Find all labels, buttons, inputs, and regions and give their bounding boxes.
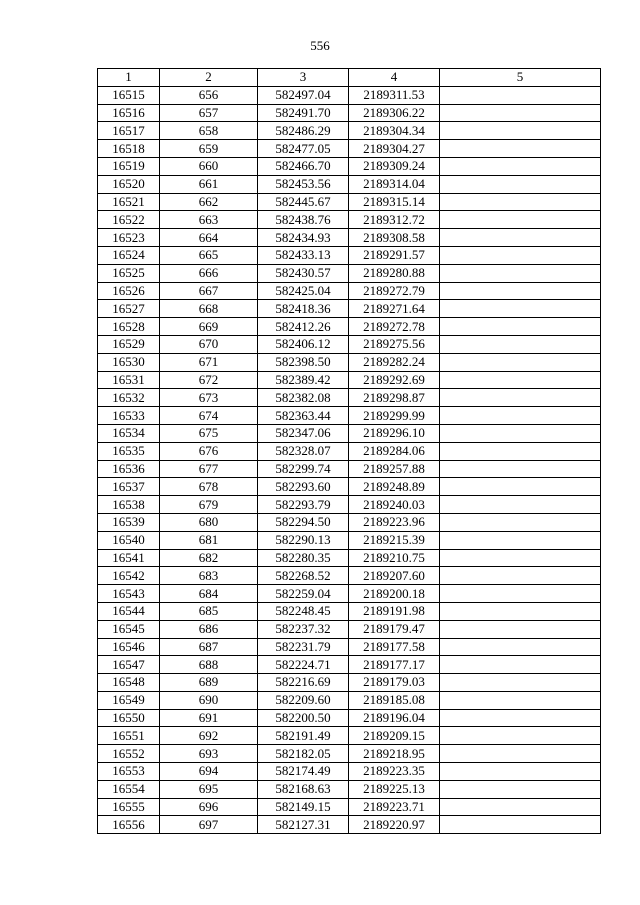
column-header-5: 5 <box>440 69 601 87</box>
table-cell-col-4: 2189272.79 <box>349 282 440 300</box>
table-cell-col-4: 2189296.10 <box>349 424 440 442</box>
table-row <box>98 460 601 478</box>
table-cell-col-1: 16532 <box>98 389 160 407</box>
table-cell-col-2: 691 <box>160 709 258 727</box>
table-cell-col-3: 582237.32 <box>258 620 349 638</box>
table-cell-col-2: 674 <box>160 407 258 425</box>
table-cell-col-5 <box>440 780 601 798</box>
table-cell-col-3: 582347.06 <box>258 424 349 442</box>
table-cell-col-1: 16520 <box>98 175 160 193</box>
table-cell-col-2: 687 <box>160 638 258 656</box>
table-row <box>98 104 601 122</box>
table-cell-col-5 <box>440 371 601 389</box>
table-cell-col-5 <box>440 193 601 211</box>
table-cell-col-2: 678 <box>160 478 258 496</box>
table-cell-col-4: 2189196.04 <box>349 709 440 727</box>
table-row <box>98 229 601 247</box>
table-cell-col-5 <box>440 229 601 247</box>
table-row <box>98 318 601 336</box>
table-cell-col-4: 2189271.64 <box>349 300 440 318</box>
column-header-1: 1 <box>98 69 160 87</box>
table-cell-col-3: 582191.49 <box>258 727 349 745</box>
table-cell-col-3: 582453.56 <box>258 175 349 193</box>
table-cell-col-1: 16541 <box>98 549 160 567</box>
table-cell-col-5 <box>440 157 601 175</box>
table-cell-col-2: 675 <box>160 424 258 442</box>
table-cell-col-4: 2189312.72 <box>349 211 440 229</box>
table-cell-col-4: 2189315.14 <box>349 193 440 211</box>
table-row <box>98 656 601 674</box>
column-header-2: 2 <box>160 69 258 87</box>
table-cell-col-3: 582328.07 <box>258 442 349 460</box>
table-cell-col-2: 673 <box>160 389 258 407</box>
table-row <box>98 816 601 834</box>
table-cell-col-2: 696 <box>160 798 258 816</box>
table-cell-col-1: 16540 <box>98 531 160 549</box>
table-cell-col-2: 681 <box>160 531 258 549</box>
table-cell-col-3: 582491.70 <box>258 104 349 122</box>
table-cell-col-1: 16552 <box>98 745 160 763</box>
table-cell-col-2: 669 <box>160 318 258 336</box>
table-row <box>98 691 601 709</box>
table-cell-col-1: 16545 <box>98 620 160 638</box>
table-cell-col-5 <box>440 745 601 763</box>
table-cell-col-4: 2189291.57 <box>349 246 440 264</box>
table-cell-col-5 <box>440 335 601 353</box>
table-row <box>98 780 601 798</box>
table-cell-col-2: 689 <box>160 674 258 692</box>
table-cell-col-5 <box>440 478 601 496</box>
table-cell-col-5 <box>440 531 601 549</box>
table-row <box>98 478 601 496</box>
table-cell-col-4: 2189292.69 <box>349 371 440 389</box>
table-cell-col-5 <box>440 549 601 567</box>
table-cell-col-4: 2189215.39 <box>349 531 440 549</box>
table-row <box>98 442 601 460</box>
table-cell-col-3: 582486.29 <box>258 122 349 140</box>
table-cell-col-3: 582389.42 <box>258 371 349 389</box>
table-cell-col-5 <box>440 86 601 104</box>
table-row <box>98 157 601 175</box>
table-row <box>98 424 601 442</box>
table-cell-col-3: 582445.67 <box>258 193 349 211</box>
table-cell-col-1: 16528 <box>98 318 160 336</box>
table-cell-col-3: 582216.69 <box>258 674 349 692</box>
table-cell-col-3: 582433.13 <box>258 246 349 264</box>
table-cell-col-5 <box>440 496 601 514</box>
table-cell-col-1: 16521 <box>98 193 160 211</box>
table-cell-col-4: 2189284.06 <box>349 442 440 460</box>
table-cell-col-4: 2189220.97 <box>349 816 440 834</box>
table-cell-col-1: 16542 <box>98 567 160 585</box>
table-cell-col-2: 662 <box>160 193 258 211</box>
table-cell-col-2: 694 <box>160 763 258 781</box>
table-cell-col-5 <box>440 691 601 709</box>
table-cell-col-3: 582398.50 <box>258 353 349 371</box>
table-cell-col-5 <box>440 727 601 745</box>
table-cell-col-5 <box>440 602 601 620</box>
table-cell-col-3: 582268.52 <box>258 567 349 585</box>
table-cell-col-1: 16530 <box>98 353 160 371</box>
table-cell-col-1: 16538 <box>98 496 160 514</box>
table-cell-col-3: 582438.76 <box>258 211 349 229</box>
table-cell-col-4: 2189225.13 <box>349 780 440 798</box>
table-cell-col-2: 659 <box>160 140 258 158</box>
table-cell-col-4: 2189272.78 <box>349 318 440 336</box>
table-cell-col-2: 671 <box>160 353 258 371</box>
table-row <box>98 371 601 389</box>
table-cell-col-3: 582299.74 <box>258 460 349 478</box>
table-cell-col-4: 2189209.15 <box>349 727 440 745</box>
table-cell-col-1: 16516 <box>98 104 160 122</box>
table-cell-col-2: 690 <box>160 691 258 709</box>
table-cell-col-4: 2189282.24 <box>349 353 440 371</box>
table-cell-col-4: 2189177.58 <box>349 638 440 656</box>
table-cell-col-3: 582477.05 <box>258 140 349 158</box>
table-cell-col-1: 16546 <box>98 638 160 656</box>
table-cell-col-1: 16536 <box>98 460 160 478</box>
table-cell-col-5 <box>440 246 601 264</box>
table-cell-col-5 <box>440 104 601 122</box>
table-row <box>98 602 601 620</box>
table-cell-col-5 <box>440 175 601 193</box>
table-row <box>98 193 601 211</box>
table-cell-col-3: 582294.50 <box>258 513 349 531</box>
table-cell-col-1: 16549 <box>98 691 160 709</box>
table-cell-col-1: 16550 <box>98 709 160 727</box>
table-cell-col-3: 582382.08 <box>258 389 349 407</box>
table-cell-col-1: 16548 <box>98 674 160 692</box>
table-cell-col-5 <box>440 122 601 140</box>
table-row <box>98 620 601 638</box>
table-row <box>98 211 601 229</box>
table-cell-col-4: 2189298.87 <box>349 389 440 407</box>
table-cell-col-4: 2189248.89 <box>349 478 440 496</box>
table-cell-col-2: 684 <box>160 585 258 603</box>
table-cell-col-2: 686 <box>160 620 258 638</box>
table-cell-col-2: 695 <box>160 780 258 798</box>
table-cell-col-4: 2189223.35 <box>349 763 440 781</box>
table-row <box>98 531 601 549</box>
table-cell-col-3: 582466.70 <box>258 157 349 175</box>
table-row <box>98 513 601 531</box>
table-cell-col-1: 16547 <box>98 656 160 674</box>
table-row <box>98 674 601 692</box>
table-row <box>98 86 601 104</box>
table-row <box>98 585 601 603</box>
table-row <box>98 763 601 781</box>
table-cell-col-4: 2189314.04 <box>349 175 440 193</box>
table-row <box>98 122 601 140</box>
table-cell-col-4: 2189223.71 <box>349 798 440 816</box>
table-cell-col-5 <box>440 424 601 442</box>
table-cell-col-4: 2189280.88 <box>349 264 440 282</box>
table-cell-col-4: 2189200.18 <box>349 585 440 603</box>
header-row <box>98 69 601 87</box>
table-cell-col-2: 677 <box>160 460 258 478</box>
table-cell-col-1: 16554 <box>98 780 160 798</box>
table-cell-col-2: 685 <box>160 602 258 620</box>
table-cell-col-3: 582209.60 <box>258 691 349 709</box>
table-cell-col-1: 16531 <box>98 371 160 389</box>
table-cell-col-4: 2189179.03 <box>349 674 440 692</box>
table-cell-col-2: 661 <box>160 175 258 193</box>
table-body <box>98 86 601 833</box>
table-cell-col-4: 2189309.24 <box>349 157 440 175</box>
table-cell-col-1: 16529 <box>98 335 160 353</box>
table-cell-col-1: 16534 <box>98 424 160 442</box>
table-row <box>98 798 601 816</box>
table-cell-col-5 <box>440 264 601 282</box>
table-row <box>98 389 601 407</box>
table-cell-col-1: 16556 <box>98 816 160 834</box>
table-cell-col-3: 582412.26 <box>258 318 349 336</box>
table-cell-col-4: 2189311.53 <box>349 86 440 104</box>
table-cell-col-2: 670 <box>160 335 258 353</box>
table-cell-col-4: 2189191.98 <box>349 602 440 620</box>
table-cell-col-3: 582259.04 <box>258 585 349 603</box>
table-cell-col-1: 16523 <box>98 229 160 247</box>
table-cell-col-2: 665 <box>160 246 258 264</box>
table-cell-col-3: 582248.45 <box>258 602 349 620</box>
table-cell-col-2: 660 <box>160 157 258 175</box>
table-cell-col-4: 2189207.60 <box>349 567 440 585</box>
table-cell-col-1: 16524 <box>98 246 160 264</box>
table-cell-col-5 <box>440 798 601 816</box>
table-cell-col-1: 16517 <box>98 122 160 140</box>
table-cell-col-4: 2189308.58 <box>349 229 440 247</box>
table-cell-col-5 <box>440 318 601 336</box>
table-cell-col-2: 668 <box>160 300 258 318</box>
table-cell-col-5 <box>440 407 601 425</box>
table-cell-col-5 <box>440 656 601 674</box>
table-row <box>98 709 601 727</box>
table-cell-col-1: 16518 <box>98 140 160 158</box>
table-cell-col-4: 2189275.56 <box>349 335 440 353</box>
table-cell-col-4: 2189185.08 <box>349 691 440 709</box>
table-cell-col-1: 16544 <box>98 602 160 620</box>
table-cell-col-2: 680 <box>160 513 258 531</box>
table-cell-col-3: 582434.93 <box>258 229 349 247</box>
table-cell-col-2: 666 <box>160 264 258 282</box>
table-cell-col-4: 2189218.95 <box>349 745 440 763</box>
table-cell-col-3: 582406.12 <box>258 335 349 353</box>
table-cell-col-2: 692 <box>160 727 258 745</box>
table-cell-col-5 <box>440 620 601 638</box>
table-cell-col-5 <box>440 282 601 300</box>
table-cell-col-4: 2189306.22 <box>349 104 440 122</box>
table-cell-col-1: 16555 <box>98 798 160 816</box>
column-header-4: 4 <box>349 69 440 87</box>
table-cell-col-2: 679 <box>160 496 258 514</box>
table-cell-col-5 <box>440 585 601 603</box>
table-cell-col-2: 672 <box>160 371 258 389</box>
table-cell-col-3: 582293.79 <box>258 496 349 514</box>
table-cell-col-1: 16551 <box>98 727 160 745</box>
table-cell-col-3: 582127.31 <box>258 816 349 834</box>
table-cell-col-3: 582168.63 <box>258 780 349 798</box>
coordinates-table <box>97 68 601 834</box>
table-row <box>98 300 601 318</box>
table-cell-col-3: 582430.57 <box>258 264 349 282</box>
table-cell-col-3: 582290.13 <box>258 531 349 549</box>
table-cell-col-5 <box>440 763 601 781</box>
table-cell-col-2: 657 <box>160 104 258 122</box>
table-cell-col-2: 697 <box>160 816 258 834</box>
page-number: 556 <box>310 38 330 53</box>
table-cell-col-3: 582224.71 <box>258 656 349 674</box>
table-row <box>98 246 601 264</box>
table-row <box>98 638 601 656</box>
table-cell-col-1: 16543 <box>98 585 160 603</box>
table-row <box>98 727 601 745</box>
table-row <box>98 407 601 425</box>
table-row <box>98 353 601 371</box>
table-cell-col-1: 16553 <box>98 763 160 781</box>
table-cell-col-4: 2189210.75 <box>349 549 440 567</box>
table-cell-col-5 <box>440 567 601 585</box>
table-cell-col-4: 2189177.17 <box>349 656 440 674</box>
column-header-3: 3 <box>258 69 349 87</box>
table-cell-col-3: 582182.05 <box>258 745 349 763</box>
table-cell-col-4: 2189240.03 <box>349 496 440 514</box>
table-cell-col-1: 16515 <box>98 86 160 104</box>
table-cell-col-3: 582363.44 <box>258 407 349 425</box>
table-cell-col-3: 582280.35 <box>258 549 349 567</box>
table-cell-col-5 <box>440 442 601 460</box>
table-row <box>98 175 601 193</box>
table-row <box>98 745 601 763</box>
table-cell-col-4: 2189179.47 <box>349 620 440 638</box>
table-row <box>98 567 601 585</box>
table-cell-col-4: 2189304.27 <box>349 140 440 158</box>
table-cell-col-1: 16526 <box>98 282 160 300</box>
table-cell-col-1: 16519 <box>98 157 160 175</box>
table-cell-col-5 <box>440 674 601 692</box>
table-cell-col-5 <box>440 816 601 834</box>
table-cell-col-5 <box>440 513 601 531</box>
table-cell-col-3: 582497.04 <box>258 86 349 104</box>
table-cell-col-5 <box>440 211 601 229</box>
table-cell-col-5 <box>440 389 601 407</box>
table-cell-col-2: 663 <box>160 211 258 229</box>
table-cell-col-2: 693 <box>160 745 258 763</box>
table-cell-col-4: 2189304.34 <box>349 122 440 140</box>
table-cell-col-1: 16522 <box>98 211 160 229</box>
table-cell-col-4: 2189299.99 <box>349 407 440 425</box>
table-row <box>98 264 601 282</box>
table-cell-col-2: 682 <box>160 549 258 567</box>
table-cell-col-1: 16537 <box>98 478 160 496</box>
table-cell-col-1: 16533 <box>98 407 160 425</box>
table-cell-col-2: 667 <box>160 282 258 300</box>
table-cell-col-3: 582293.60 <box>258 478 349 496</box>
table-row <box>98 335 601 353</box>
table-cell-col-2: 676 <box>160 442 258 460</box>
table-cell-col-1: 16527 <box>98 300 160 318</box>
table-cell-col-3: 582174.49 <box>258 763 349 781</box>
table-cell-col-5 <box>440 140 601 158</box>
table-cell-col-2: 656 <box>160 86 258 104</box>
table-cell-col-1: 16535 <box>98 442 160 460</box>
table-cell-col-3: 582418.36 <box>258 300 349 318</box>
table-cell-col-2: 664 <box>160 229 258 247</box>
table-cell-col-5 <box>440 460 601 478</box>
table-cell-col-5 <box>440 353 601 371</box>
table-cell-col-5 <box>440 709 601 727</box>
table-cell-col-5 <box>440 638 601 656</box>
table-row <box>98 282 601 300</box>
table-cell-col-2: 658 <box>160 122 258 140</box>
table-cell-col-4: 2189257.88 <box>349 460 440 478</box>
table-row <box>98 140 601 158</box>
table-row <box>98 549 601 567</box>
table-cell-col-2: 683 <box>160 567 258 585</box>
table-cell-col-3: 582149.15 <box>258 798 349 816</box>
table-cell-col-2: 688 <box>160 656 258 674</box>
table-cell-col-3: 582200.50 <box>258 709 349 727</box>
table-row <box>98 496 601 514</box>
table-cell-col-1: 16539 <box>98 513 160 531</box>
table-cell-col-3: 582425.04 <box>258 282 349 300</box>
table-cell-col-5 <box>440 300 601 318</box>
table-cell-col-4: 2189223.96 <box>349 513 440 531</box>
table-cell-col-3: 582231.79 <box>258 638 349 656</box>
table-cell-col-1: 16525 <box>98 264 160 282</box>
